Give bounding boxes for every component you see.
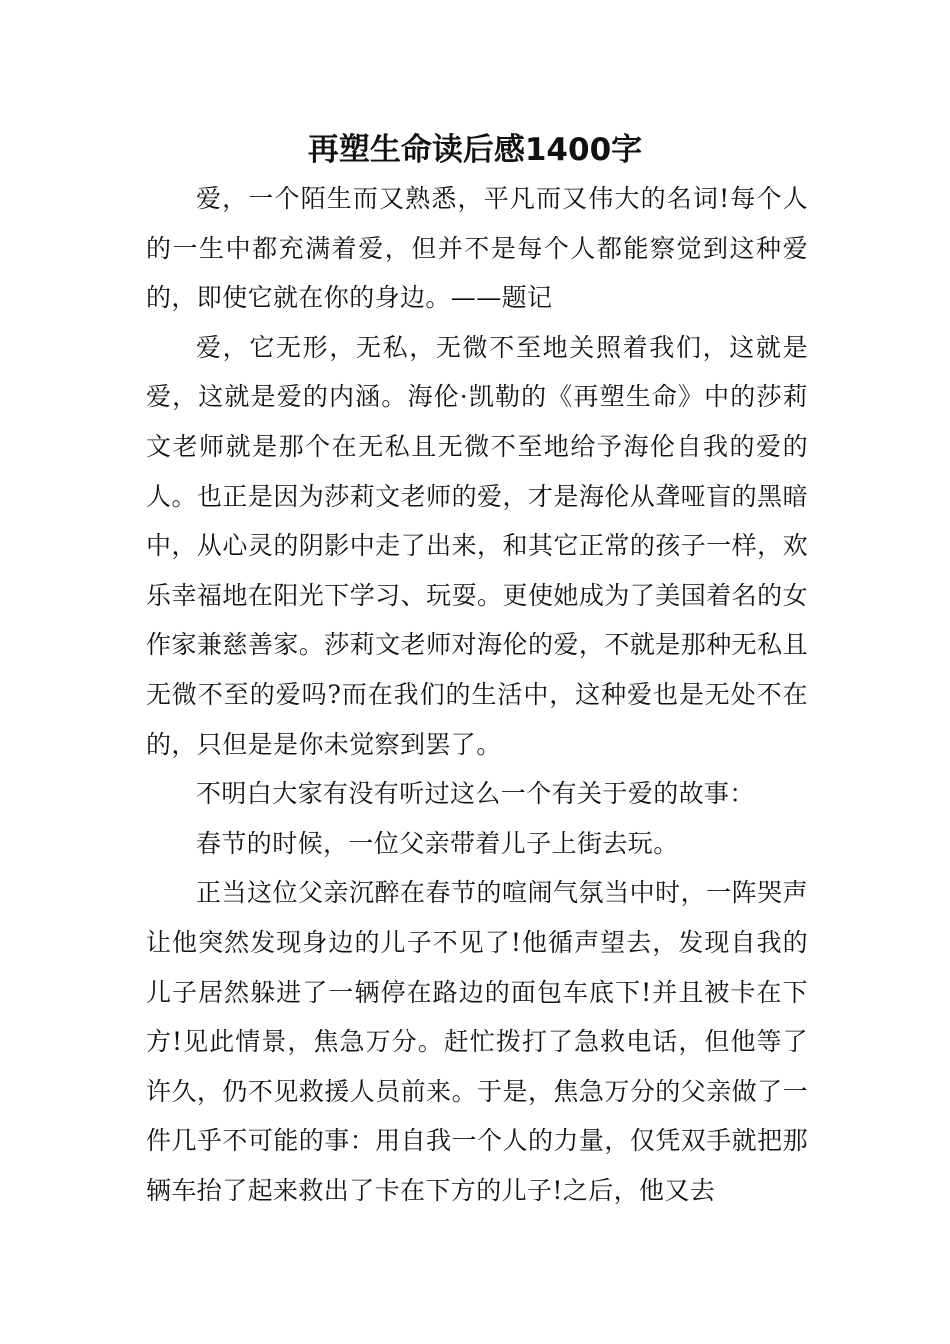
document-title: 再塑生命读后感1400字 [307,132,643,168]
paragraph-story-intro: 不明白大家有没有听过这么一个有关于爱的故事： [196,779,755,809]
paragraph-father-story: 正当这位父亲沉醉在春节的喧闹气氛当中时，一阵哭声让他突然发现身边的儿子不见了!他循声望去，发现自我的儿子居然躲进了一辆停在路边的面包车底下!并且被卡在下方!见此情景，焦急万分。赶忙拨打了急救电话，但他等了许久，仍不见救援人员前来。于是，焦急万分的父亲做了一件几乎不可能的事：用自我一个人的力量，仅凭双手就把那辆车抬了起来救出了卡在下方的儿子!之后，他又去 [146,878,808,1205]
paragraph-spring-festival: 春节的时候，一位父亲带着儿子上街去玩。 [196,828,679,858]
paragraph-epigraph: 爱，一个陌生而又熟悉，平凡而又伟大的名词!每个人的一生中都充满着爱，但并不是每个人都能察觉到这种爱的，即使它就在你的身边。——题记 [146,184,808,313]
paragraph-love-meaning: 爱，它无形，无私，无微不至地关照着我们，这就是爱，这就是爱的内涵。海伦·凯勒的《再塑生命》中的莎莉文老师就是那个在无私且无微不至地给予海伦自我的爱的人。也正是因为莎莉文老师的爱，才是海伦从聋哑盲的黑暗中，从心灵的阴影中走了出来，和其它正常的孩子一样，欢乐幸福地在阳光下学习、玩耍。更使她成为了美国着名的女作家兼慈善家。莎莉文老师对海伦的爱，不就是那种无私且无微不至的爱吗?而在我们的生活中，这种爱也是无处不在的，只但是是你未觉察到罢了。 [146,332,808,759]
document-body [146,174,808,1215]
